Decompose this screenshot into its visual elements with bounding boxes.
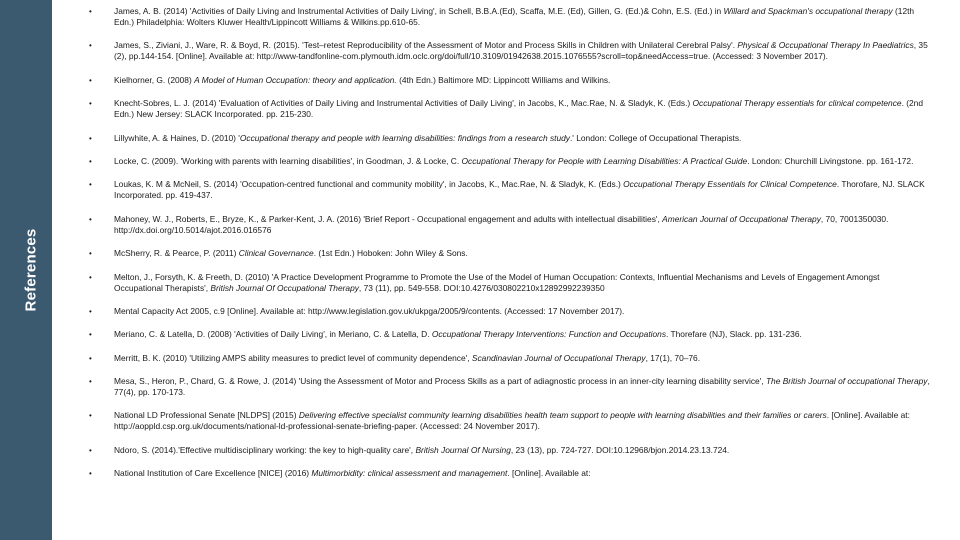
reference-text: Loukas, K. M & McNeil, S. (2014) 'Occupation-centred functional and community mobility', in Jacobs, K., Mac.Rae, N. & Sladyk, K. (Eds.)	[114, 179, 624, 190]
reference-text: .' London: College of Occupational Therapists.	[569, 132, 742, 143]
reference-text: . [Online]. Available at:	[507, 468, 591, 479]
bullet-icon: •	[89, 41, 92, 51]
reference-text: National LD Professional Senate [NLDPS] (2015)	[114, 410, 299, 421]
reference-title-italic: Occupational Therapy for People with Learning Disabilities: A Practical Guide	[461, 155, 748, 166]
reference-item	[88, 6, 930, 28]
reference-text: Knecht-Sobres, L. J. (2014) 'Evaluation of Activities of Daily Living and Instrumental Activities of Daily Living', in Jacobs, K., Mac.Rae, N. & Sladyk, K. (Eds.)	[114, 98, 693, 109]
reference-text: (12th Edn.) Philadelphia: Wolters Kluwer Health/Lippincott Williams & Wilkins.pp.610-65.	[114, 6, 915, 27]
reference-text: Ndoro, S. (2014).'Effective multidisciplinary working: the key to high-quality care',	[114, 444, 416, 455]
bullet-icon: •	[89, 445, 92, 455]
bullet-icon: •	[89, 469, 92, 479]
bullet-icon: •	[89, 272, 92, 282]
reference-text: , 77(4), pp. 170-173.	[114, 376, 930, 398]
bullet-icon: •	[89, 156, 92, 166]
reference-title-italic: Physical & Occupational Therapy In Paediatrics	[737, 40, 914, 51]
reference-title-italic: Occupational Therapy essentials for clinical competence	[692, 98, 902, 109]
bullet-icon: •	[89, 377, 92, 387]
reference-text: National Institution of Care Excellence [NICE] (2016)	[114, 468, 312, 479]
reference-text: . London: Churchill Livingstone. pp. 161-172.	[747, 155, 914, 166]
sidebar	[0, 0, 52, 540]
reference-text: . (2nd Edn.) New Jersey: SLACK Incorporated. pp. 215-230.	[114, 98, 923, 120]
reference-title-italic: Willard and Spackman's occupational therapy	[723, 6, 893, 16]
reference-item	[88, 353, 930, 364]
reference-text: Mesa, S., Heron, P., Chard, G. & Rowe, J. (2014) 'Using the Assessment of Motor and Process Skills as a part of adiagnostic process in an inner-city learning disability service',	[114, 376, 766, 387]
bullet-icon: •	[89, 411, 92, 421]
reference-text: Meriano, C. & Latella, D. (2008) 'Activities of Daily Living', in Meriano, C. & Latella, D.	[114, 329, 432, 340]
reference-title-italic: Occupational Therapy Essentials for Clinical Competence	[623, 179, 837, 190]
reference-text: , 70, 7001350030. http://dx.doi.org/10.5014/ajot.2016.016576	[114, 213, 889, 235]
reference-item	[88, 329, 930, 340]
bullet-icon: •	[89, 214, 92, 224]
reference-title-italic: British Journal Of Occupational Therapy	[210, 282, 359, 293]
reference-item	[88, 179, 930, 201]
reference-title-italic: American Journal of Occupational Therapy	[662, 213, 821, 224]
reference-item	[88, 445, 930, 456]
reference-item	[88, 248, 930, 259]
reference-text: Kielhorner, G. (2008)	[114, 74, 195, 85]
bullet-icon: •	[89, 7, 92, 16]
reference-text: Merritt, B. K. (2010) 'Utilizing AMPS ability measures to predict level of community dependence',	[114, 352, 472, 363]
reference-text: . [Online]. Available at: http://aoppld.csp.org.uk/documents/national-ld-professional-senate-briefing-paper. (Accessed: 24 November 2017).	[114, 410, 910, 432]
bullet-icon: •	[89, 75, 92, 85]
bullet-icon: •	[89, 353, 92, 363]
bullet-icon: •	[89, 99, 92, 109]
bullet-icon: •	[89, 330, 92, 340]
reference-text: James, A. B. (2014) 'Activities of Daily Living and Instrumental Activities of Daily Living', in Schell, B.B.A.(Ed), Scaffa, M.E. (Ed), Gillen, G. (Ed.)& Cohn, E.S. (Ed.) in	[114, 6, 724, 16]
reference-text: James, S., Ziviani, J., Ware, R. & Boyd, R. (2015). 'Test–retest Reproducibility of the Assessment of Motor and Process Skills in Children with Unilateral Cerebral Palsy'.	[114, 40, 738, 51]
reference-text: , 23 (13), pp. 724-727. DOI:10.12968/bjon.2014.23.13.724.	[510, 444, 730, 455]
bullet-icon: •	[89, 306, 92, 316]
bullet-icon: •	[89, 249, 92, 259]
reference-title-italic: Occupational therapy and people with learning disabilities: findings from a research study	[239, 132, 570, 143]
reference-text: (4th Edn.) Baltimore MD: Lippincott Williams and Wilkins.	[396, 74, 611, 85]
reference-text: , 35 (2), pp.144-154. [Online]. Available at: http://www-tandfonline-com.plymouth.idm.oclc.org/doi/full/10.3109/01942638.2015.1076555?scroll=top&needAccess=true. (Accessed: 3 November 2017).	[114, 40, 928, 62]
reference-item	[88, 272, 930, 294]
reference-title-italic: Multimorbidity: clinical assessment and management	[311, 468, 508, 479]
reference-title-italic: British Journal Of Nursing	[415, 444, 511, 455]
reference-item	[88, 306, 930, 317]
reference-title-italic: The British Journal of occupational Therapy	[765, 376, 928, 387]
reference-title-italic: Scandinavian Journal of Occupational Therapy	[471, 352, 646, 363]
reference-text: . (1st Edn.) Hoboken: John Wiley & Sons.	[313, 248, 468, 259]
reference-item	[88, 133, 930, 144]
reference-text: , 73 (11), pp. 549-558. DOI:10.4276/030802210x12892992239350	[358, 282, 605, 293]
bullet-icon: •	[89, 133, 92, 143]
reference-text: , 17(1), 70–76.	[645, 352, 701, 363]
reference-item	[88, 156, 930, 167]
bullet-icon: •	[89, 180, 92, 190]
reference-text: Mental Capacity Act 2005, c.9 [Online]. Available at: http://www.legislation.gov.uk/ukpga/2005/9/contents. (Accessed: 17 November 2017).	[114, 305, 625, 316]
reference-text: Mahoney, W. J., Roberts, E., Bryze, K., & Parker-Kent, J. A. (2016) 'Brief Report - Occupational engagement and adults with intellectual disabilities',	[114, 213, 663, 224]
reference-item	[88, 98, 930, 120]
reference-title-italic: Clinical Governance	[238, 248, 314, 259]
reference-text: Melton, J., Forsyth, K. & Freeth, D. (2010) 'A Practice Development Programme to Promote the Use of the Model of Human Occupation: Contexts, Influential Mechanisms and Levels of Engagement Amongst Occupational Therapists',	[114, 271, 880, 293]
reference-text: . Thorofare, NJ. SLACK Incorporated. pp. 419-437.	[114, 179, 925, 201]
reference-item	[88, 214, 930, 236]
reference-text: McSherry, R. & Pearce, P. (2011)	[114, 248, 239, 259]
reference-text: Lillywhite, A. & Haines, D. (2010) '	[114, 132, 240, 143]
reference-item	[88, 376, 930, 398]
reference-item	[88, 410, 930, 432]
reference-title-italic: Delivering effective specialist community learning disabilities health team support to people with learning disabilities and their families or carers	[298, 410, 827, 421]
reference-item	[88, 40, 930, 62]
reference-text: Locke, C. (2009). 'Working with parents with learning disabilities', in Goodman, J. & Locke, C.	[114, 155, 462, 166]
reference-list	[88, 6, 930, 492]
reference-title-italic: Occupational Therapy Interventions: Function and Occupations	[431, 329, 667, 340]
reference-item	[88, 468, 930, 479]
reference-title-italic: A Model of Human Occupation: theory and application.	[194, 74, 397, 85]
reference-item	[88, 75, 930, 86]
section-title: References	[22, 228, 40, 312]
reference-text: . Thorefare (NJ), Slack. pp. 131-236.	[666, 329, 802, 340]
